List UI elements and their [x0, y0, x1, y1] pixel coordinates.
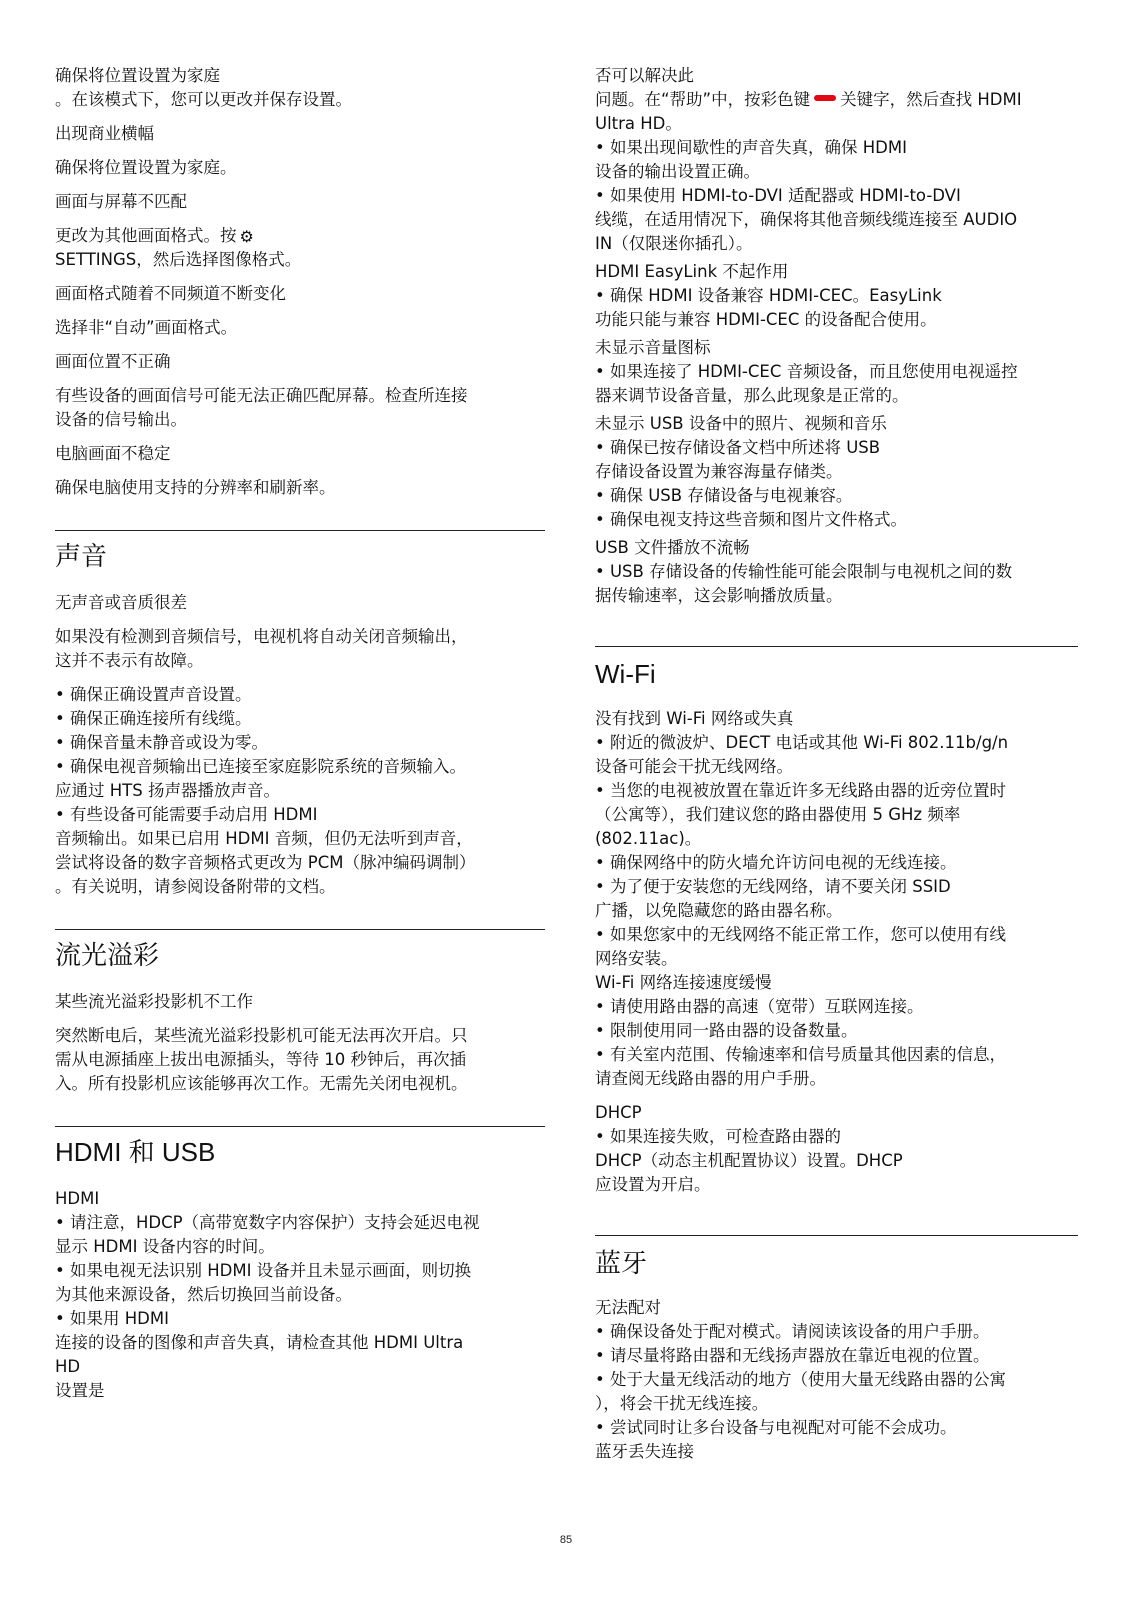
list-item: • 当您的电视被放置在靠近许多无线路由器的近旁位置时 — [595, 781, 1006, 800]
list-item: • 确保正确设置声音设置。 — [55, 685, 252, 704]
text-fragment: 更改为其他画面格式。按 — [55, 226, 237, 245]
topic-title: 画面位置不正确 — [55, 352, 171, 371]
list-item: （公寓等），我们建议您的路由器使用 5 GHz 频率 — [595, 805, 961, 824]
list-item: • 尝试同时让多台设备与电视配对可能不会成功。 — [595, 1418, 957, 1437]
section-heading-wifi: Wi-Fi — [595, 659, 656, 689]
text-line: 如果没有检测到音频信号，电视机将自动关闭音频输出， — [55, 627, 468, 646]
text-line: 。在该模式下，您可以更改并保存设置。 — [55, 90, 352, 109]
topic-title: 画面与屏幕不匹配 — [55, 192, 187, 211]
list-item: • 如果您家中的无线网络不能正常工作，您可以使用有线 — [595, 925, 1006, 944]
topic-title: 未显示 USB 设备中的照片、视频和音乐 — [595, 414, 887, 433]
list-item: • 请尽量将路由器和无线扬声器放在靠近电视的位置。 — [595, 1346, 990, 1365]
list-item: 为其他来源设备，然后切换回当前设备。 — [55, 1285, 352, 1304]
text-line: 选择非“自动”画面格式。 — [55, 318, 238, 337]
topic-title: USB 文件播放不流畅 — [595, 538, 750, 557]
list-item: ），将会干扰无线连接。 — [595, 1394, 769, 1413]
topic-title: 出现商业横幅 — [55, 124, 154, 143]
list-item: 设置是 — [55, 1381, 105, 1400]
section-heading-hdmi-usb: HDMI 和 USB — [55, 1137, 216, 1167]
list-item: 设备可能会干扰无线网络。 — [595, 757, 793, 776]
topic-title: Wi-Fi 网络连接速度缓慢 — [595, 973, 772, 992]
text-fragment: 关键字，然后查找 HDMI — [840, 90, 1022, 109]
list-item: • 如果连接失败，可检查路由器的 — [595, 1127, 841, 1146]
section-divider — [595, 1235, 1078, 1236]
text-line — [595, 88, 1078, 112]
list-item: 应设置为开启。 — [595, 1175, 711, 1194]
right-column — [595, 64, 1078, 1464]
topic-title: 电脑画面不稳定 — [55, 444, 171, 463]
list-item: • 确保网络中的防火墙允许访问电视的无线连接。 — [595, 853, 957, 872]
topic-title: 某些流光溢彩投影机不工作 — [55, 992, 253, 1011]
list-item: • 有些设备可能需要手动启用 HDMI — [55, 805, 318, 824]
list-item: • 如果用 HDMI — [55, 1309, 169, 1328]
list-item: 尝试将设备的数字音频格式更改为 PCM（脉冲编码调制） — [55, 853, 476, 872]
list-item: 连接的设备的图像和声音失真，请检查其他 HDMI Ultra — [55, 1333, 464, 1352]
text-line — [55, 224, 545, 248]
list-item: • 如果使用 HDMI-to-DVI 适配器或 HDMI-to-DVI — [595, 186, 961, 205]
gear-icon: ⚙ — [239, 227, 254, 246]
list-item: • 处于大量无线活动的地方（使用大量无线路由器的公寓 — [595, 1370, 1006, 1389]
list-item: 应通过 HTS 扬声器播放声音。 — [55, 781, 280, 800]
text-line: 否可以解决此 — [595, 66, 694, 85]
list-item: • 如果出现间歇性的声音失真，确保 HDMI — [595, 138, 907, 157]
list-item: • USB 存储设备的传输性能可能会限制与电视机之间的数 — [595, 562, 1013, 581]
list-item: 广播，以免隐藏您的路由器名称。 — [595, 901, 843, 920]
list-item: • 确保 USB 存储设备与电视兼容。 — [595, 486, 853, 505]
topic-title: HDMI — [55, 1189, 100, 1208]
text-line: 确保将位置设置为家庭。 — [55, 158, 237, 177]
list-item: 。有关说明，请参阅设备附带的文档。 — [55, 877, 336, 896]
topic-title: HDMI EasyLink 不起作用 — [595, 262, 789, 281]
page-number: 85 — [559, 1534, 573, 1546]
text-fragment: 问题。在“帮助”中，按彩色键 — [595, 90, 811, 109]
topic-title: 未显示音量图标 — [595, 338, 711, 357]
topic-title: 无声音或音质很差 — [55, 593, 187, 612]
list-item: • 如果电视无法识别 HDMI 设备并且未显示画面，则切换 — [55, 1261, 472, 1280]
section-heading-bluetooth: 蓝牙 — [595, 1248, 648, 1278]
topic-title: 没有找到 Wi-Fi 网络或失真 — [595, 709, 794, 728]
list-item: • 确保设备处于配对模式。请阅读该设备的用户手册。 — [595, 1322, 990, 1341]
topic-title: 无法配对 — [595, 1298, 661, 1317]
list-item: 音频输出。如果已启用 HDMI 音频，但仍无法听到声音， — [55, 829, 473, 848]
list-item: • 确保正确连接所有线缆。 — [55, 709, 252, 728]
list-item: • 确保已按存储设备文档中所述将 USB — [595, 438, 881, 457]
list-item: • 确保 HDMI 设备兼容 HDMI-CEC。EasyLink — [595, 286, 942, 305]
list-item: HD — [55, 1357, 81, 1376]
list-item: 功能只能与兼容 HDMI-CEC 的设备配合使用。 — [595, 310, 937, 329]
text-line: 确保将位置设置为家庭 — [55, 66, 220, 85]
text-line: 入。所有投影机应该能够再次工作。无需先关闭电视机。 — [55, 1074, 468, 1093]
section-heading-sound: 声音 — [55, 541, 108, 571]
text-line: 需从电源插座上拔出电源插头，等待 10 秒钟后，再次插 — [55, 1050, 466, 1069]
section-divider — [595, 646, 1078, 647]
list-item: • 请注意，HDCP（高带宽数字内容保护）支持会延迟电视 — [55, 1213, 480, 1232]
list-item: • 确保电视支持这些音频和图片文件格式。 — [595, 510, 907, 529]
topic-title: 画面格式随着不同频道不断变化 — [55, 284, 286, 303]
list-item: • 有关室内范围、传输速率和信号质量其他因素的信息， — [595, 1045, 1006, 1064]
list-item: DHCP（动态主机配置协议）设置。DHCP — [595, 1151, 903, 1170]
list-item: • 限制使用同一路由器的设备数量。 — [595, 1021, 858, 1040]
list-item: (802.11ac)。 — [595, 829, 702, 848]
topic-title: 蓝牙丢失连接 — [595, 1442, 694, 1461]
section-divider — [55, 1126, 545, 1127]
red-color-key-icon — [814, 95, 836, 101]
text-line: 有些设备的画面信号可能无法正确匹配屏幕。检查所连接 — [55, 386, 468, 405]
topic-title: DHCP — [595, 1103, 642, 1122]
text-line: 这并不表示有故障。 — [55, 651, 204, 670]
list-item: • 为了便于安装您的无线网络，请不要关闭 SSID — [595, 877, 951, 896]
list-item: 存储设备设置为兼容海量存储类。 — [595, 462, 843, 481]
section-divider — [55, 530, 545, 531]
list-item: • 请使用路由器的高速（宽带）互联网连接。 — [595, 997, 924, 1016]
list-item: 网络安装。 — [595, 949, 678, 968]
list-item: • 确保音量未静音或设为零。 — [55, 733, 268, 752]
text-line: 突然断电后，某些流光溢彩投影机可能无法再次开启。只 — [55, 1026, 468, 1045]
list-item: 线缆，在适用情况下，确保将其他音频线缆连接至 AUDIO — [595, 210, 1018, 229]
list-item: 显示 HDMI 设备内容的时间。 — [55, 1237, 275, 1256]
list-item: 据传输速率，这会影响播放质量。 — [595, 586, 843, 605]
left-column — [55, 64, 545, 1403]
section-heading-ambilight: 流光溢彩 — [55, 940, 160, 970]
list-item: • 如果连接了 HDMI-CEC 音频设备，而且您使用电视遥控 — [595, 362, 1018, 381]
text-line: Ultra HD。 — [595, 114, 682, 133]
list-item: • 附近的微波炉、DECT 电话或其他 Wi-Fi 802.11b/g/n — [595, 733, 1009, 752]
text-line: 设备的信号输出。 — [55, 410, 187, 429]
list-item: 请查阅无线路由器的用户手册。 — [595, 1069, 826, 1088]
text-line: SETTINGS，然后选择图像格式。 — [55, 250, 302, 269]
list-item: • 确保电视音频输出已连接至家庭影院系统的音频输入。 — [55, 757, 466, 776]
list-item: 器来调节设备音量，那么此现象是正常的。 — [595, 386, 909, 405]
list-item: IN（仅限迷你插孔）。 — [595, 234, 753, 253]
text-line: 确保电脑使用支持的分辨率和刷新率。 — [55, 478, 336, 497]
section-divider — [55, 929, 545, 930]
list-item: 设备的输出设置正确。 — [595, 162, 760, 181]
